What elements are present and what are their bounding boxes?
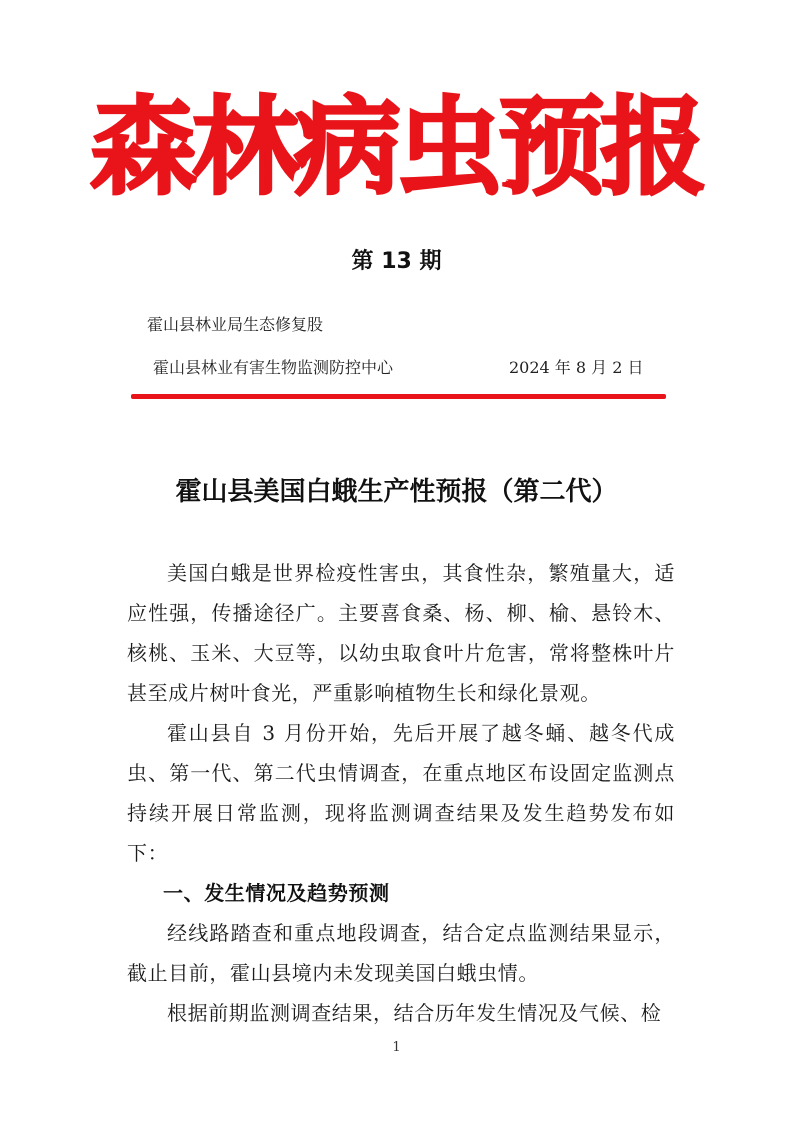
paragraph: 根据前期监测调查结果，结合历年发生情况及气候、检 [167, 1001, 662, 1025]
issuer-center: 霍山县林业有害生物监测防控中心 [153, 358, 394, 377]
article-title: 霍山县美国白蛾生产性预报（第二代） [175, 477, 618, 507]
issue-number: 第 13 期 [351, 249, 442, 274]
paragraph: 美国白蛾是世界检疫性害虫，其食性杂，繁殖量大，适应性强，传播途径广。主要喜食桑、杨、柳、榆、悬铃木、核桃、玉米、大豆等，以幼虫取食叶片危害，常将整株叶片甚至成片树叶食光，严重影响植物生长和绿化景观。 [127, 561, 675, 705]
masthead-title: 森林病虫预报 [90, 86, 703, 209]
red-divider [131, 394, 666, 399]
paragraph: 霍山县自 3 月份开始，先后开展了越冬蛹、越冬代成虫、第一代、第二代虫情调查，在重点地区布设固定监测点持续开展日常监测，现将监测调查结果及发生趋势发布如下： [127, 721, 675, 865]
page-number: 1 [392, 1040, 401, 1055]
section-heading: 一、发生情况及趋势预测 [163, 881, 390, 905]
paragraph: 经线路踏查和重点地段调查，结合定点监测结果显示，截止目前，霍山县境内未发现美国白蛾虫情。 [127, 921, 675, 985]
issue-date: 2024 年 8 月 2 日 [509, 358, 644, 377]
article-body [127, 553, 675, 1033]
issuer-department: 霍山县林业局生态修复股 [147, 315, 324, 334]
